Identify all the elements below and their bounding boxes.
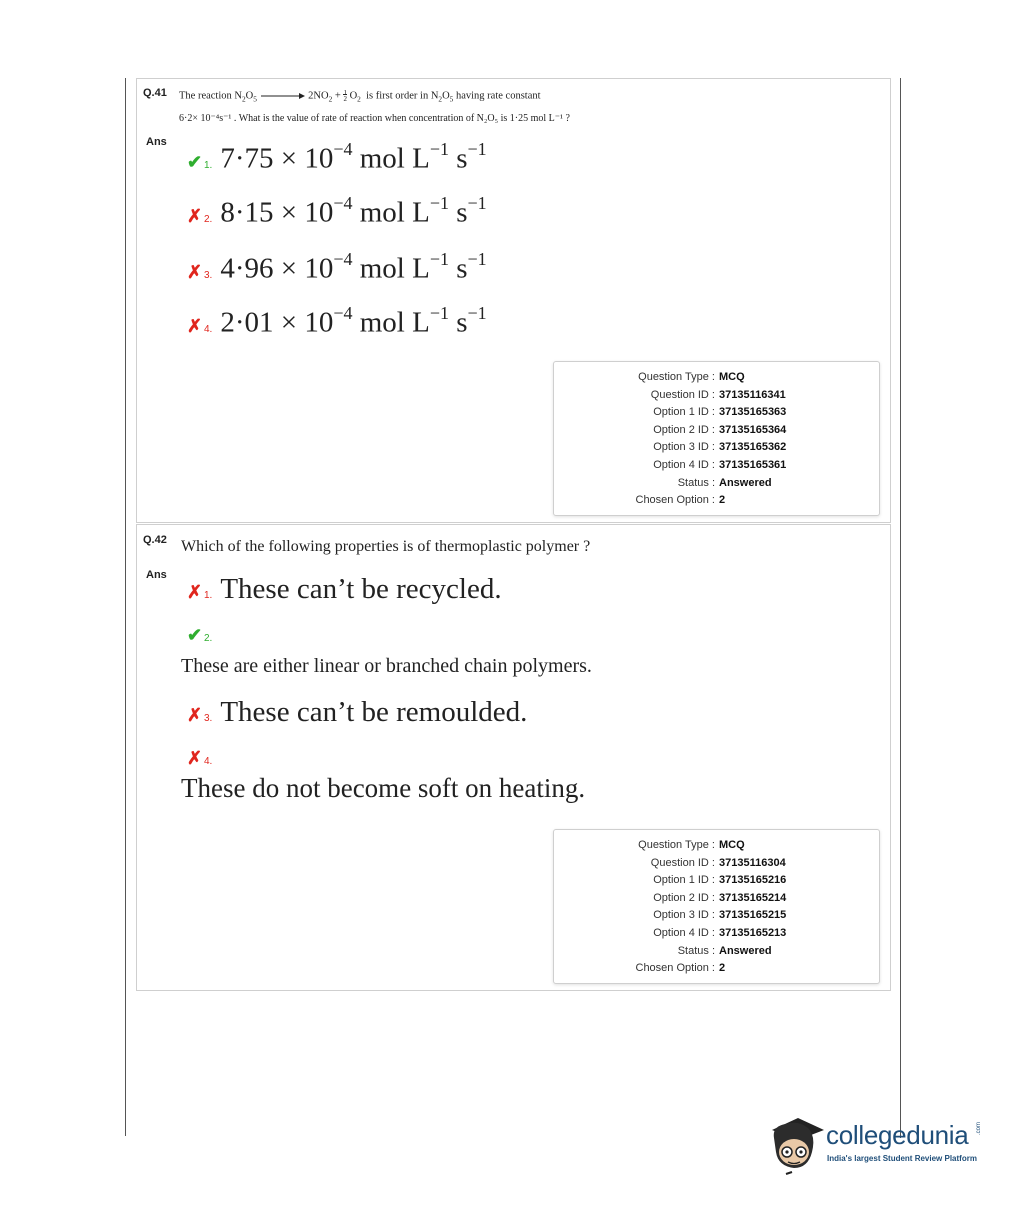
- right-margin-line: [900, 78, 901, 1138]
- option-text: $7\cdot 75 \times 10^{-4}$ mol $L^{-1}$ $s^{-1}$: [220, 139, 487, 175]
- question-stem: Which of the following properties is of thermoplastic polymer ?: [181, 538, 591, 555]
- question-meta-panel: [553, 361, 880, 516]
- option-number: 3.: [204, 269, 213, 281]
- check-icon: ✔: [187, 625, 203, 645]
- meta-question-type: Question Type : MCQ: [638, 371, 745, 383]
- option-2-text: These are either linear or branched chain polymers.: [181, 655, 592, 677]
- option-number: 1.: [204, 159, 213, 171]
- cross-icon: ✗: [187, 205, 203, 226]
- mascot-icon: [768, 1108, 826, 1178]
- option-text: $2\cdot 01 \times 10^{-4}$ mol $L^{-1}$ $s^{-1}$: [220, 303, 487, 339]
- meta-status: Status : Answered: [677, 945, 772, 957]
- meta-chosen-option: Chosen Option : 2: [635, 962, 726, 974]
- cross-icon: ✗: [187, 705, 203, 725]
- option-text: These can’t be remoulded.: [220, 696, 528, 728]
- reaction-arrow-icon: [261, 92, 305, 100]
- option-4-text: These do not become soft on heating.: [181, 773, 586, 803]
- check-icon: ✔: [187, 151, 203, 172]
- option-text: $8\cdot 15 \times 10^{-4}$ mol $L^{-1}$ $s^{-1}$: [220, 193, 487, 229]
- option-text: These can’t be recycled.: [220, 573, 502, 605]
- meta-status: Status : Answered: [677, 477, 772, 489]
- meta-option3-id: Option 3 ID : 37135165215: [653, 909, 787, 921]
- question-number: Q.41: [143, 87, 167, 99]
- option-number: 2.: [204, 213, 213, 225]
- question-meta-panel: [553, 829, 880, 984]
- meta-option4-id: Option 4 ID : 37135165213: [653, 927, 787, 939]
- option-2: [187, 195, 487, 230]
- collegedunia-logo: [768, 1108, 998, 1178]
- option-number: 2.: [204, 633, 213, 644]
- option-3: [187, 696, 527, 729]
- option-4: [187, 305, 487, 340]
- meta-question-type: Question Type : MCQ: [638, 839, 745, 851]
- question-stem-line2: 6·2× 10⁻⁴s⁻¹ . What is the value of rate of reaction when concentration of N₂O₅ is 1·25 mol L⁻¹ ?: [179, 113, 570, 124]
- meta-option4-id: Option 4 ID : 37135165361: [653, 459, 787, 471]
- cross-icon: ✗: [187, 748, 203, 768]
- option-number: 3.: [204, 713, 213, 724]
- option-3: [187, 251, 487, 286]
- left-margin-line: [125, 78, 126, 1136]
- brand-name: collegedunia: [826, 1120, 969, 1150]
- option-1: [187, 141, 487, 176]
- meta-option1-id: Option 1 ID : 37135165216: [653, 874, 787, 886]
- meta-question-id: Question ID : 37135116341: [650, 389, 786, 401]
- option-number: 4.: [204, 756, 213, 767]
- question-stem: The reaction $N_2O_5$ $2NO_2 + 1$ 2 $O_2$ is first order in $N_2O_5$ having rate constant: [179, 89, 541, 104]
- meta-option2-id: Option 2 ID : 37135165364: [653, 424, 787, 436]
- option-4: [187, 748, 220, 769]
- cross-icon: ✗: [187, 582, 203, 602]
- cross-icon: ✗: [187, 261, 203, 282]
- question-41-box: [136, 78, 891, 523]
- option-1: [187, 573, 502, 606]
- cross-icon: ✗: [187, 315, 203, 336]
- ans-label: Ans: [146, 569, 167, 581]
- meta-chosen-option: Chosen Option : 2: [635, 494, 726, 506]
- ans-label: Ans: [146, 136, 167, 148]
- meta-option3-id: Option 3 ID : 37135165362: [653, 441, 787, 453]
- option-number: 1.: [204, 590, 213, 601]
- meta-option1-id: Option 1 ID : 37135165363: [653, 406, 787, 418]
- option-number: 4.: [204, 323, 213, 335]
- brand-suffix: .com: [976, 1122, 982, 1136]
- option-text: $4\cdot 96 \times 10^{-4}$ mol $L^{-1}$ $s^{-1}$: [220, 249, 487, 285]
- question-number: Q.42: [143, 534, 167, 546]
- question-42-box: [136, 524, 891, 991]
- meta-question-id: Question ID : 37135116304: [650, 857, 786, 869]
- option-2: [187, 625, 220, 646]
- meta-option2-id: Option 2 ID : 37135165214: [653, 892, 787, 904]
- brand-tagline: India's largest Student Review Platform: [827, 1154, 977, 1163]
- half-fraction: 1 2: [343, 89, 347, 103]
